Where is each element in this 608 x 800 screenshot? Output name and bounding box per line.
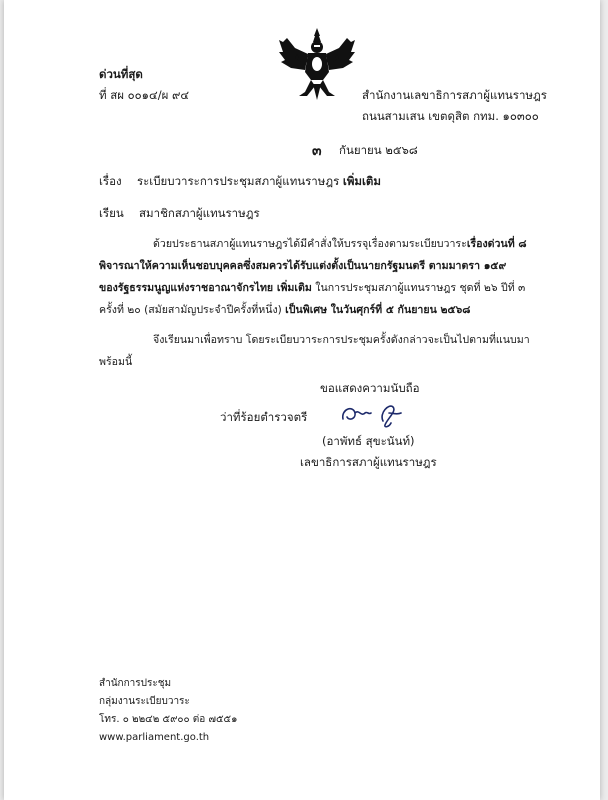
urgency-label: ด่วนที่สุด xyxy=(99,67,143,81)
signer-title: เลขาธิการสภาผู้แทนราษฎร xyxy=(300,455,437,469)
salutation-label: เรียน xyxy=(99,206,124,220)
letter-page xyxy=(4,0,600,800)
paragraph1-line3 xyxy=(99,277,525,299)
office-address: ถนนสามเสน เขตดุสิต กทม. ๑๐๓๐๐ xyxy=(362,109,539,123)
date-day: ๓ xyxy=(312,143,322,159)
footer-department: สำนักการประชุม xyxy=(99,678,172,689)
subject-text: ระเบียบวาระการประชุมสภาผู้แทนราษฎร xyxy=(136,174,340,188)
reference-number: ที่ สผ ๐๐๑๔/ผ ๙๔ xyxy=(99,88,190,102)
paragraph1-line1 xyxy=(153,233,527,255)
paragraph1-line3-emphasis: ของรัฐธรรมนูญแห่งราชอาณาจักรไทย เพิ่มเติม xyxy=(99,282,312,294)
salutation-row xyxy=(99,206,260,220)
garuda-emblem-icon xyxy=(277,28,357,100)
paragraph2-line1: จึงเรียนมาเพื่อทราบ โดยระเบียบวาระการประชุมครั้งดังกล่าวจะเป็นไปตามที่แนบมา xyxy=(153,334,530,346)
paragraph1-line1-text: ด้วยประธานสภาผู้แทนราษฎรได้มีคำสั่งให้บรรจุเรื่องตามระเบียบวาระ xyxy=(153,238,467,250)
signature-icon xyxy=(339,399,409,429)
footer-division: กลุ่มงานระเบียบวาระ xyxy=(99,696,190,707)
paragraph1-line1-emphasis: เรื่องด่วนที่ ๘ xyxy=(466,238,527,250)
paragraph1-line3-text: ในการประชุมสภาผู้แทนราษฎร ชุดที่ ๒๖ ปีที่ ๓ xyxy=(315,282,526,294)
office-name: สำนักงานเลขาธิการสภาผู้แทนราษฎร xyxy=(362,88,547,102)
paragraph1-line2: พิจารณาให้ความเห็นชอบบุคคลซึ่งสมควรได้รับแต่งตั้งเป็นนายกรัฐมนตรี ตามมาตรา ๑๕๙ xyxy=(99,260,507,272)
subject-emphasis: เพิ่มเติม xyxy=(342,174,381,188)
closing: ขอแสดงความนับถือ xyxy=(320,381,420,395)
subject-label: เรื่อง xyxy=(99,174,122,188)
salutation-text: สมาชิกสภาผู้แทนราษฎร xyxy=(139,206,260,220)
date-month-year: กันยายน ๒๕๖๘ xyxy=(339,143,418,157)
signer-name: (อาพัทธ์ สุขะนันท์) xyxy=(322,434,415,448)
paragraph1-line4 xyxy=(99,299,470,321)
footer-phone: โทร. ๐ ๒๒๔๒ ๕๙๐๐ ต่อ ๗๕๕๑ xyxy=(99,714,238,725)
paragraph2-line2: พร้อมนี้ xyxy=(99,356,133,368)
signer-rank: ว่าที่ร้อยตำรวจตรี xyxy=(220,410,308,424)
paragraph1-line4-text: ครั้งที่ ๒๐ (สมัยสามัญประจำปีครั้งที่หนึ่ง) xyxy=(99,304,282,316)
footer-website: www.parliament.go.th xyxy=(99,732,210,743)
paragraph1-line4-emphasis: เป็นพิเศษ ในวันศุกร์ที่ ๕ กันยายน ๒๕๖๘ xyxy=(285,304,471,316)
subject-row xyxy=(99,174,381,188)
